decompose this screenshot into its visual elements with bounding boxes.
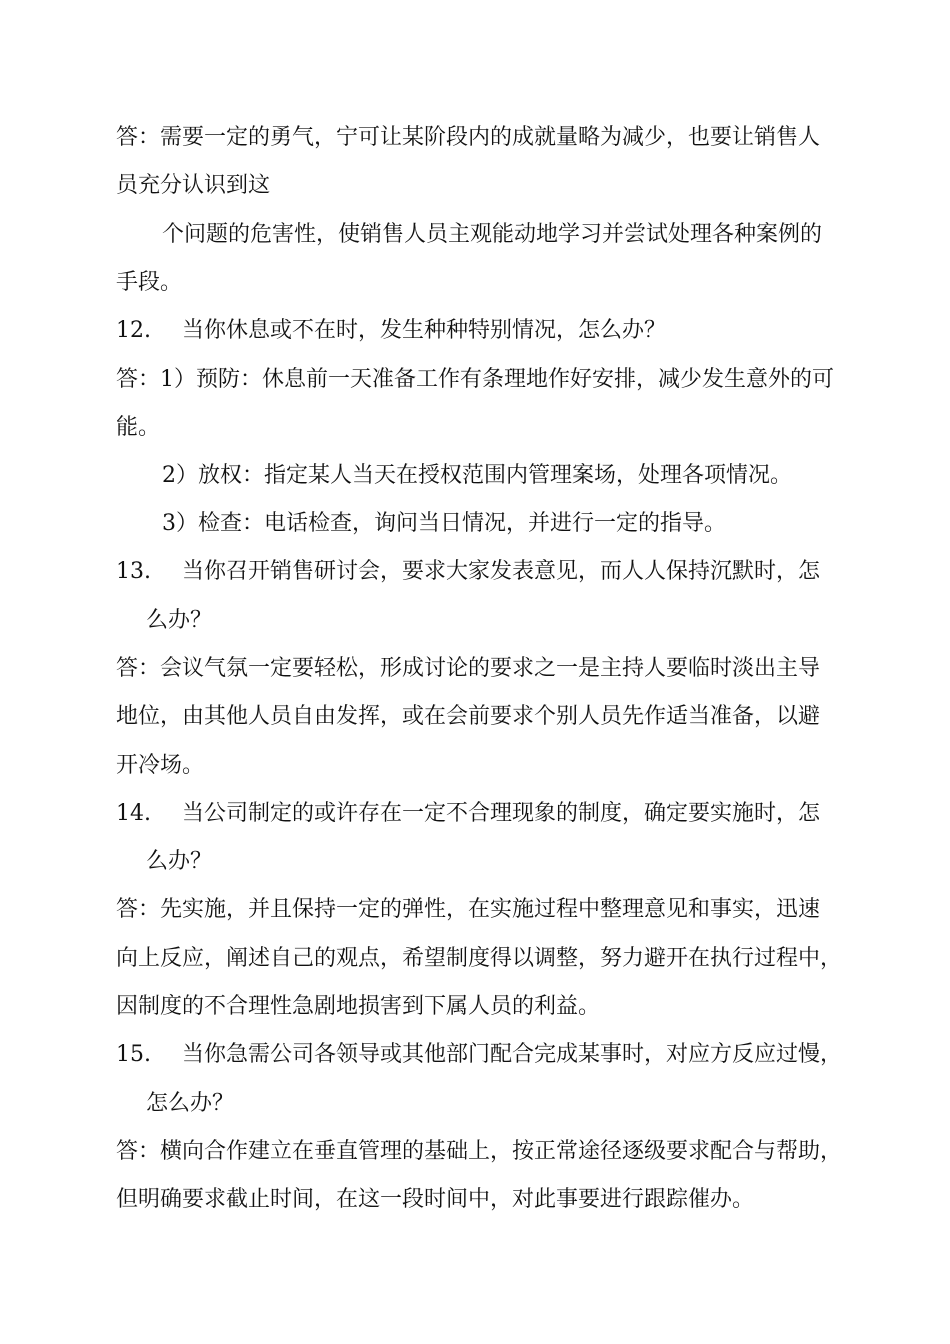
answer-line: 个问题的危害性，使销售人员主观能动地学习并尝试处理各种案例的 <box>162 222 823 247</box>
answer-line: 答：需要一定的勇气，宁可让某阶段内的成就量略为减少，也要让销售人 <box>116 125 821 150</box>
answer-line: 答：会议气氛一定要轻松，形成讨论的要求之一是主持人要临时淡出主导 <box>116 656 821 681</box>
answer-line: 手段。 <box>116 270 183 295</box>
answer-line: 3）检查：电话检查，询问当日情况，并进行一定的指导。 <box>162 511 726 536</box>
question-12 <box>116 316 666 346</box>
question-15 <box>116 1040 842 1070</box>
question-14 <box>116 799 820 829</box>
question-number: 12. <box>116 318 151 343</box>
answer-line: 地位，由其他人员自由发挥，或在会前要求个别人员先作适当准备，以避 <box>116 704 821 729</box>
answer-line: 答：横向合作建立在垂直管理的基础上，按正常途径逐级要求配合与帮助， <box>116 1139 843 1164</box>
question-continuation: 么办？ <box>146 849 213 874</box>
answer-line: 因制度的不合理性急剧地损害到下属人员的利益。 <box>116 994 601 1019</box>
question-continuation: 怎么办？ <box>146 1091 235 1116</box>
answer-line: 能。 <box>116 415 161 440</box>
question-text: 当你休息或不在时，发生种种特别情况，怎么办？ <box>182 318 667 343</box>
answer-line: 向上反应，阐述自己的观点，希望制度得以调整，努力避开在执行过程中， <box>116 946 843 971</box>
question-number: 15. <box>116 1042 151 1067</box>
answer-line: 2）放权：指定某人当天在授权范围内管理案场，处理各项情况。 <box>162 463 792 488</box>
answer-line: 但明确要求截止时间，在这一段时间中，对此事要进行跟踪催办。 <box>116 1187 755 1212</box>
question-number: 13. <box>116 559 151 584</box>
question-text: 当公司制定的或许存在一定不合理现象的制度，确定要实施时，怎 <box>182 801 821 826</box>
question-continuation: 么办？ <box>146 608 213 633</box>
answer-line: 答：1）预防：休息前一天准备工作有条理地作好安排，减少发生意外的可 <box>116 367 834 392</box>
answer-line: 开冷场。 <box>116 753 205 778</box>
question-13 <box>116 557 820 587</box>
question-text: 当你召开销售研讨会，要求大家发表意见，而人人保持沉默时，怎 <box>182 559 821 584</box>
answer-line: 员充分认识到这 <box>116 173 271 198</box>
answer-line: 答：先实施，并且保持一定的弹性，在实施过程中整理意见和事实，迅速 <box>116 897 821 922</box>
question-number: 14. <box>116 801 151 826</box>
question-text: 当你急需公司各领导或其他部门配合完成某事时，对应方反应过慢， <box>182 1042 843 1067</box>
